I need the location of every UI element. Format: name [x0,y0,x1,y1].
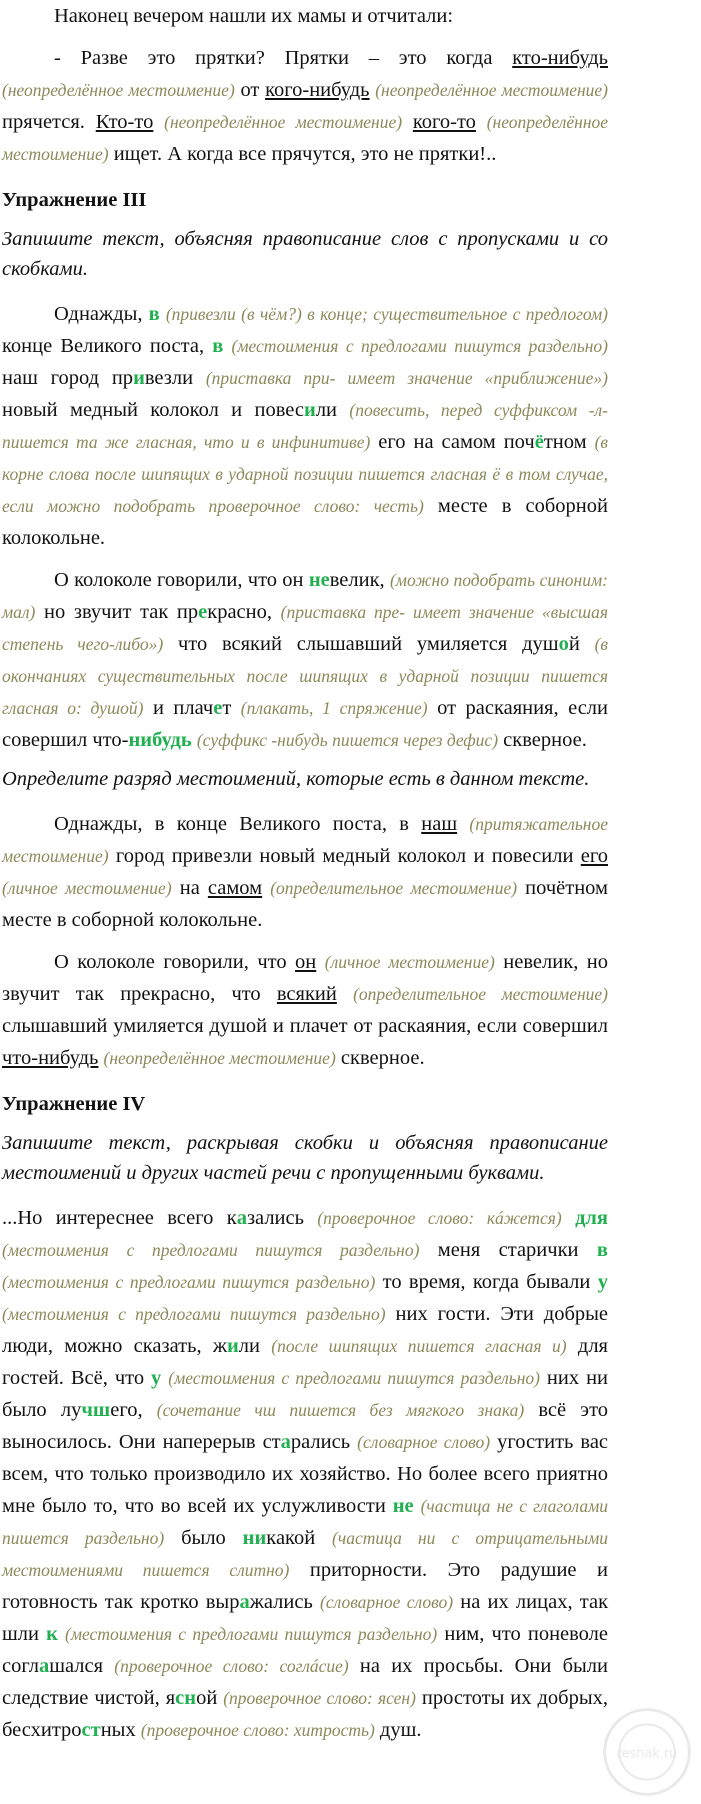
highlighted-letter: чш [81,1399,111,1421]
text-run: - Разве это прятки? Прятки – это когда [54,47,513,69]
paragraph-dialogue [2,42,608,170]
exercise-4-paragraph [2,1202,608,1746]
text-run: его, [110,1399,157,1421]
text-run [402,111,413,133]
exercise-3-paragraph-3 [2,808,608,936]
highlighted-letter: сн [175,1687,197,1709]
note-annotation: (личное местоимение) [2,878,172,898]
highlighted-letter: и [304,399,316,421]
note-annotation: (проверочное слово: ясен) [223,1688,416,1708]
highlighted-letter: для [575,1207,609,1229]
note-annotation: (приставка при- имеет значение «приближение») [205,368,608,388]
text-run: ...Но интереснее всего к [2,1207,237,1229]
text-run [58,1623,65,1645]
text-run: город привезли новый медный колокол и повесили [108,845,581,867]
text-run: слышавший умиляется душой и плачет от раскаяния, если совершил [2,1015,608,1037]
note-annotation: (словарное слово) [320,1592,454,1612]
text-run: что всякий слышавший умиляется душ [163,633,559,655]
text-run: ных [100,1719,141,1741]
highlighted-letter: а [239,1591,250,1613]
note-annotation: (проверочное слово: хитрость) [140,1720,375,1740]
note-annotation: (местоимения с предлогами пишутся раздельно) [2,1240,420,1260]
text-run: конце Великого поста, [2,335,213,357]
text-run: и плач [143,697,214,719]
text-run: приторности. Это радушие и готовность так кротко выр [2,1559,608,1613]
note-annotation: (можно подобрать синоним: мал) [2,570,608,622]
highlighted-letter: ни [242,1527,267,1549]
text-run [153,111,164,133]
note-annotation: (сочетание чш пишется без мягкого знака) [156,1400,525,1420]
note-annotation: (личное местоимение) [324,952,495,972]
highlighted-letter: и [133,367,145,389]
text-run: невелик, но звучит так прекрасно, что [2,951,609,1005]
highlighted-letter: не [308,569,330,591]
text-run: везли [144,367,206,389]
text-run: душ. [374,1719,422,1741]
text-run: но звучит так пр [35,601,199,623]
highlighted-letter: не [392,1495,414,1517]
highlighted-letter: в [212,335,224,357]
note-annotation: (неопределённое местоимение) [2,112,609,164]
text-run: шался [49,1655,115,1677]
underlined-word: кого-то [412,111,476,133]
text-run: какой [266,1527,333,1549]
text-run: его на самом поч [370,431,535,453]
note-annotation: (местоимения с предлогами пишутся раздельно) [168,1368,540,1388]
text-run: на [171,877,208,899]
reshak-logo-icon [601,1706,693,1798]
note-annotation: (в корне слова после шипящих в ударной позиции пишется гласная ё в том случае, если можно подобрать проверочное слово: честь) [2,432,608,516]
text-run: прячется. [2,111,96,133]
text-run [414,1495,421,1517]
note-annotation: (привезли (в чём?) в конце; существительное с предлогом) [165,304,608,324]
text-run: О колоколе говорили, что [54,951,296,973]
text-run: угостить вас всем, что только производило их хозяйство. Но более всего приятно мне было то, что во всей их услужливости [2,1431,609,1517]
note-annotation: (повесить, перед суффиксом -л- пишется та же гласная, что и в инфинитиве) [2,400,609,452]
highlighted-letter: ё [534,431,544,453]
text-run: них гости. Эти добрые люди, можно сказать, ж [2,1303,608,1357]
note-annotation: (приставка пре- имеет значение «высшая степень чего-либо») [2,602,608,654]
exercise-3-task: Запишите текст, объясняя правописание слов с пропусками и со скобками. [2,228,608,280]
note-annotation: (проверочное слово: кáжется) [317,1208,562,1228]
highlighted-letter: в [148,303,160,325]
watermark-text: reshak.ru [616,1746,678,1762]
paragraph-intro: Наконец вечером нашли их мамы и отчитали: [54,5,454,27]
text-run: тном [543,431,595,453]
exercise-3-heading: Упражнение III [2,189,147,211]
text-run [457,813,469,835]
document-page [2,0,608,1746]
note-annotation: (определительное местоимение) [353,984,609,1004]
text-run: то время, когда бывали [375,1271,598,1293]
highlighted-letter: е [213,697,223,719]
highlighted-letter: а [280,1431,291,1453]
highlighted-letter: е [198,601,208,623]
text-run: от [234,79,266,101]
text-run: Однажды, в конце Великого поста, в [54,813,422,835]
highlighted-letter: у [597,1271,608,1293]
text-run [262,877,270,899]
underlined-word: всякий [276,983,337,1005]
exercise-3-paragraph-4 [2,946,608,1074]
text-run: й [568,633,595,655]
highlighted-letter: а [236,1207,247,1229]
note-annotation: (местоимения с предлогами пишутся раздельно) [231,336,608,356]
highlighted-letter: к [46,1623,58,1645]
note-annotation: (неопределённое местоимение) [375,80,608,100]
text-run: ой [196,1687,224,1709]
text-run [316,951,324,973]
text-run: было [164,1527,243,1549]
note-annotation: (суффикс -нибудь пишется через дефис) [196,730,499,750]
text-run: на их лицах, так шли [2,1591,609,1645]
note-annotation: (определительное местоимение) [270,878,518,898]
text-run: месте в соборной колокольне. [2,495,608,549]
exercise-4-task: Запишите текст, раскрывая скобки и объясняя правописание местоимений и других частей речи с пропущенными буквами. [2,1132,608,1184]
underlined-word: Кто-то [95,111,154,133]
text-run: новый медный колокол и повес [2,399,304,421]
text-run: них ни было лу [2,1367,609,1421]
exercise-3-paragraph-1 [2,298,608,554]
underlined-word: кого-нибудь [265,79,370,101]
highlighted-letter: ст [81,1719,101,1741]
underlined-word: наш [421,813,458,835]
note-annotation: (частица не с глаголами пишется раздельно) [2,1496,609,1548]
note-annotation: (местоимения с предлогами пишутся раздельно) [2,1272,376,1292]
underlined-word: он [295,951,317,973]
text-run: красно, [207,601,281,623]
text-run: О колоколе говорили, что он [54,569,309,591]
note-annotation: (частица ни с отрицательными местоимениями пишется слитно) [2,1528,608,1580]
note-annotation: (после шипящих пишется гласная и) [271,1336,567,1356]
note-annotation: (словарное слово) [357,1432,491,1452]
text-run: Однажды, [54,303,149,325]
exercise-4-heading: Упражнение IV [2,1093,146,1115]
note-annotation: (проверочное слово: соглáсие) [114,1656,349,1676]
text-run: зались [246,1207,318,1229]
text-run: всё это выносилось. Они наперерыв ст [2,1399,609,1453]
note-annotation: (неопределённое местоимение) [103,1048,336,1068]
text-run: велик, [329,569,390,591]
text-run: от раскаяния, если совершил что- [2,697,608,751]
text-run: на их просьбы. Они были следствие чистой, я [2,1655,608,1709]
text-run: меня старички [419,1239,597,1261]
text-run [562,1207,575,1229]
note-annotation: (местоимения с предлогами пишутся раздельно) [65,1624,438,1644]
note-annotation: (местоимения с предлогами пишутся раздельно) [2,1304,386,1324]
text-run: ли [238,1335,272,1357]
note-annotation: (притяжательное местоимение) [2,814,608,866]
text-run: ли [315,399,350,421]
text-run: рались [290,1431,358,1453]
highlighted-letter: о [558,633,569,655]
note-annotation: (неопределённое местоимение) [164,112,403,132]
highlighted-letter: а [38,1655,50,1677]
exercise-3-paragraph-2 [2,564,608,756]
text-run: ищет. А когда все прячутся, это не прятки!.. [108,143,497,165]
exercise-3-task-2: Определите разряд местоимений, которые есть в данном тексте. [2,768,590,790]
text-run: для гостей. Всё, что [2,1335,608,1389]
note-annotation: (в окончаниях существительных после шипящих в ударной позиции пишется гласная о: душой) [2,634,608,718]
underlined-word: кто-нибудь [512,47,608,69]
underlined-word: самом [207,877,263,899]
text-run: наш город пр [2,367,134,389]
underlined-word: что-нибудь [2,1047,99,1069]
highlighted-letter: в [596,1239,608,1261]
note-annotation: (неопределённое местоимение) [2,80,235,100]
text-run: жались [249,1591,320,1613]
text-run: простоты их добрых, бесхитро [2,1687,608,1741]
highlighted-letter: нибудь [128,729,192,751]
text-run: ним, что поневоле согл [2,1623,608,1677]
underlined-word: его [580,845,608,867]
text-run [476,111,487,133]
text-run: скверное. [335,1047,425,1069]
text-run: скверное. [498,729,587,751]
text-run [223,335,231,357]
highlighted-letter: и [226,1335,239,1357]
highlighted-letter: у [151,1367,162,1389]
note-annotation: (плакать, 1 спряжение) [240,698,428,718]
text-run: т [222,697,241,719]
text-run [337,983,353,1005]
text-run: почётном месте в соборной колокольне. [2,877,608,931]
